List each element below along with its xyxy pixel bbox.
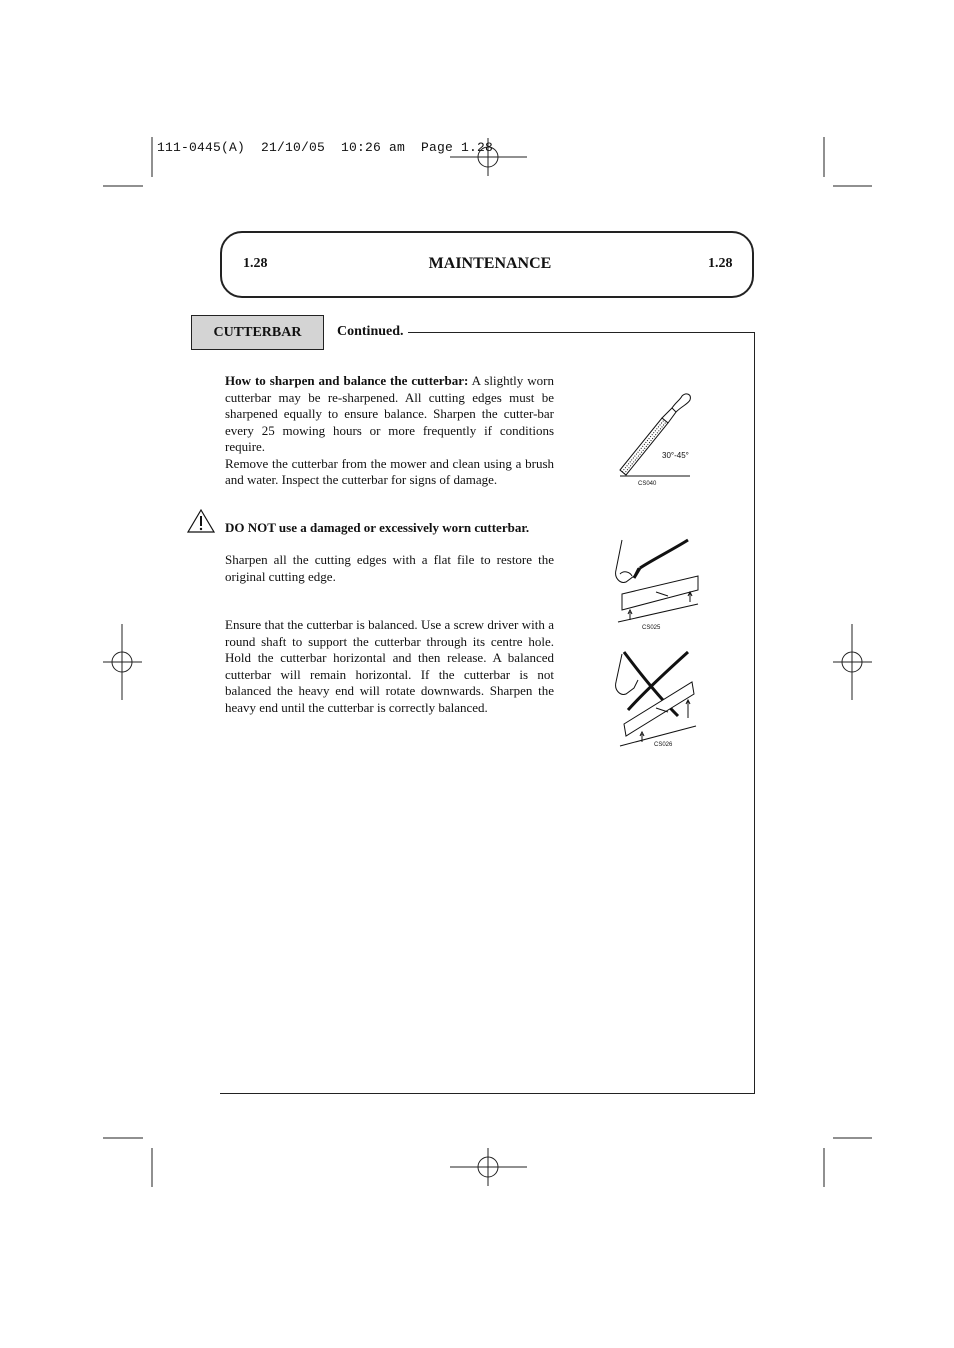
frame-bottom-rule: [220, 1093, 755, 1094]
continued-label: Continued.: [337, 324, 404, 339]
figure-code-cs025: CS025: [642, 625, 661, 631]
sharpen-body: A slightly worn cutterbar may be re-sharpened. All cutting edges must be sharpened equally to ensure balance. Sharpen the cutter-bar every 25 mowing hours or more frequently if conditions require.: [225, 373, 554, 454]
file-paragraph: Sharpen all the cutting edges with a flat file to restore the original cutting edge.: [225, 552, 554, 584]
remove-paragraph: Remove the cutterbar from the mower and clean using a brush and water. Inspect the cutterbar for signs of damage.: [225, 455, 554, 487]
warning-icon: [186, 508, 216, 534]
warning-text: DO NOT use a damaged or excessively worn cutterbar.: [225, 520, 530, 535]
balance-paragraph: Ensure that the cutterbar is balanced. Use a screw driver with a round shaft to support the cutterbar through its centre hole. Hold the cutterbar horizontal and then release. A balanced cutterbar will remain horizontal. If the cutterbar is not balanced the heavy end will rotate downwards. Sharpen the heavy end until the cutterbar is correctly balanced.: [225, 617, 554, 715]
section-number-right: 1.28: [708, 256, 733, 271]
print-slug: 111-0445(A) 21/10/05 10:26 am Page 1.28: [157, 140, 494, 155]
frame-right-rule: [754, 332, 755, 1094]
page-title: MAINTENANCE: [428, 255, 552, 272]
figure-code-cs026: CS026: [654, 742, 673, 748]
sharpen-paragraph: [225, 373, 554, 489]
frame-top-rule: [408, 332, 755, 333]
figure-code-cs040: CS040: [638, 481, 657, 487]
sharpen-heading: How to sharpen and balance the cutterbar:: [225, 373, 469, 388]
unbalanced-cutterbar-figure: [612, 646, 704, 750]
file-angle-figure: [612, 388, 702, 488]
section-tab: CUTTERBAR: [191, 315, 324, 350]
angle-label: 30°-45°: [662, 451, 689, 460]
balanced-cutterbar-figure: [612, 530, 704, 634]
section-number-left: 1.28: [243, 256, 268, 271]
